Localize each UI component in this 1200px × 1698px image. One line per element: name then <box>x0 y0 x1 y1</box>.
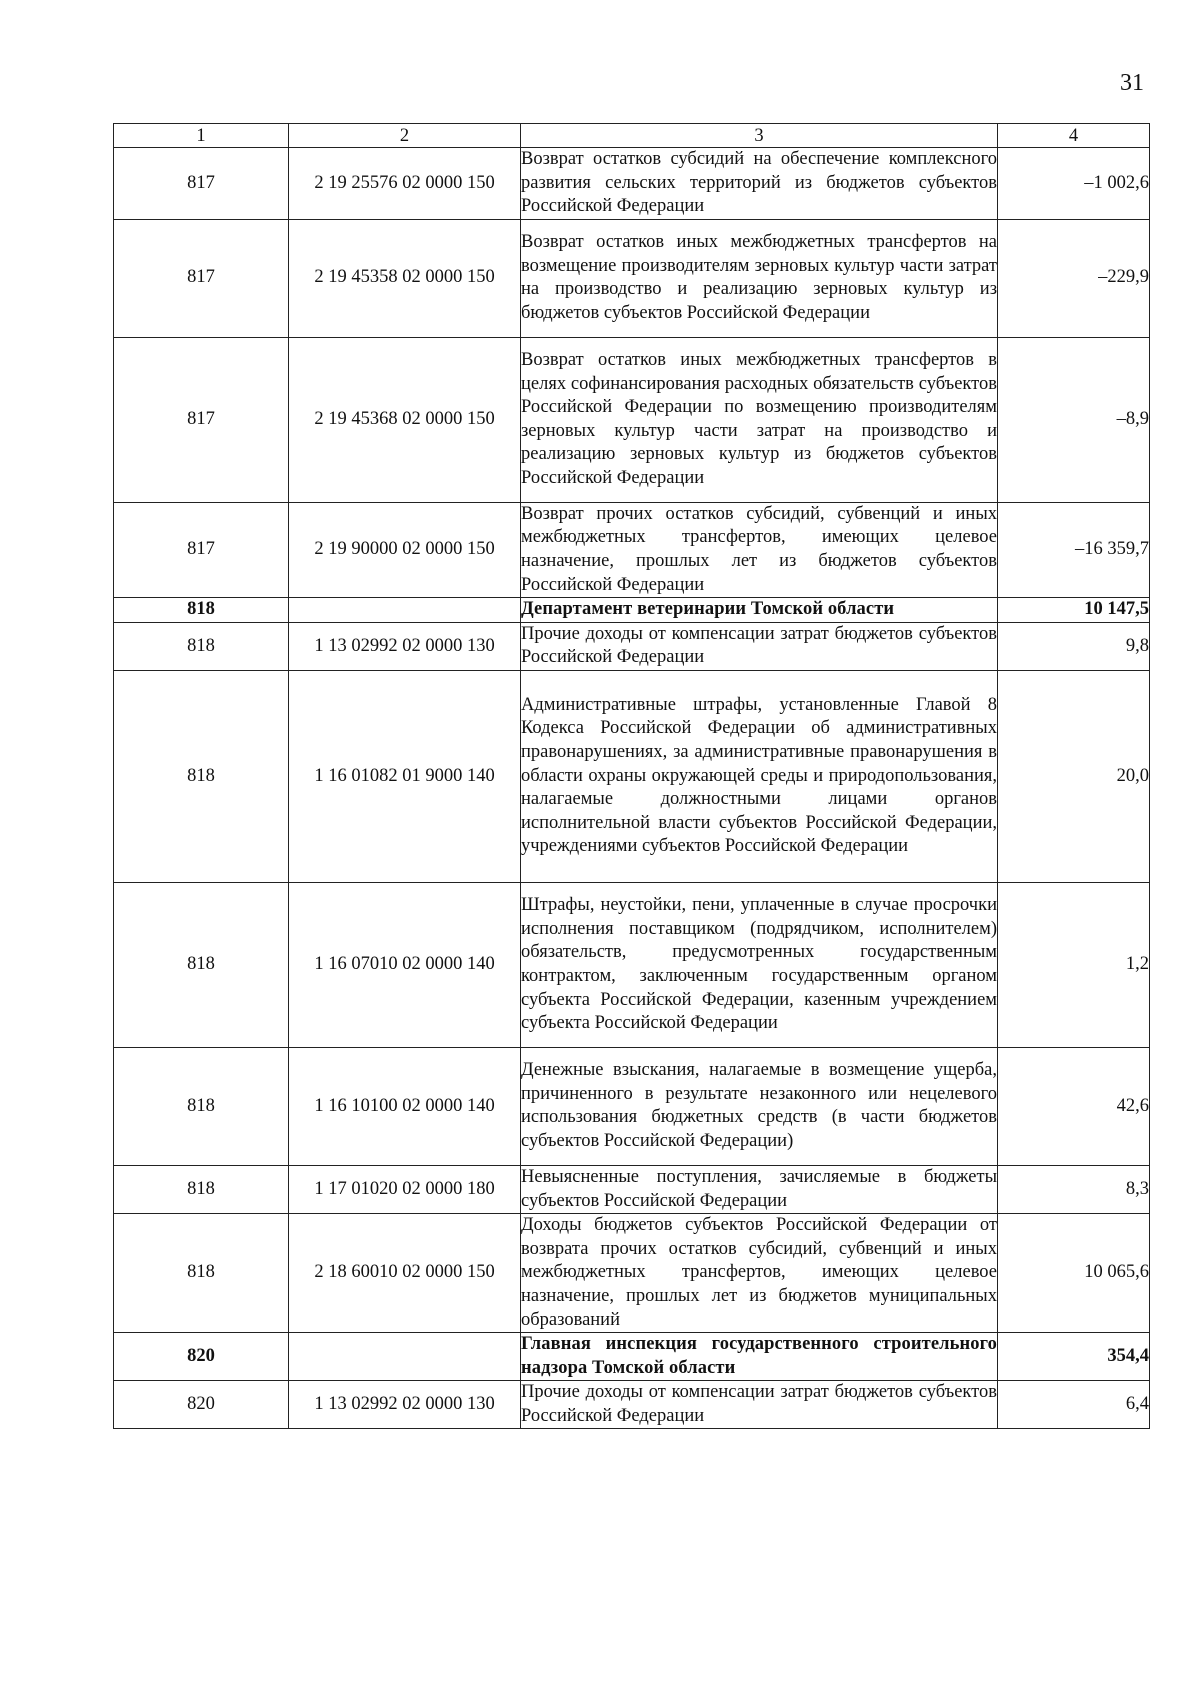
budget-classification-code-cell: 1 13 02992 02 0000 130 <box>289 1381 521 1429</box>
amount-cell: –8,9 <box>998 337 1150 502</box>
admin-code-cell: 817 <box>114 337 289 502</box>
amount-cell: 10 147,5 <box>998 598 1150 623</box>
revenue-description-cell: Департамент ветеринарии Томской области <box>521 598 998 623</box>
amount-cell: 20,0 <box>998 670 1150 882</box>
budget-classification-code-cell: 2 19 90000 02 0000 150 <box>289 502 521 597</box>
budget-classification-code-cell <box>289 598 521 623</box>
admin-code-cell: 818 <box>114 622 289 670</box>
table-row <box>114 1381 1150 1429</box>
column-header-1: 1 <box>114 124 289 148</box>
table-row <box>114 1165 1150 1213</box>
budget-revenue-table <box>113 123 1150 1429</box>
admin-code-cell: 817 <box>114 502 289 597</box>
amount-cell: 10 065,6 <box>998 1214 1150 1333</box>
budget-classification-code-cell: 1 16 10100 02 0000 140 <box>289 1047 521 1165</box>
budget-classification-code-cell: 2 19 25576 02 0000 150 <box>289 148 521 220</box>
column-header-2: 2 <box>289 124 521 148</box>
admin-code-cell: 820 <box>114 1333 289 1381</box>
table-header-row <box>114 124 1150 148</box>
amount-cell: –1 002,6 <box>998 148 1150 220</box>
budget-classification-code-cell: 1 13 02992 02 0000 130 <box>289 622 521 670</box>
admin-code-cell: 818 <box>114 1047 289 1165</box>
budget-classification-code-cell: 2 19 45368 02 0000 150 <box>289 337 521 502</box>
revenue-description-cell: Возврат остатков субсидий на обеспечение комплексного развития сельских территорий из бюджетов субъектов Российской Федерации <box>521 148 998 220</box>
admin-code-cell: 818 <box>114 1165 289 1213</box>
admin-code-cell: 818 <box>114 670 289 882</box>
table-row <box>114 219 1150 337</box>
table-row <box>114 148 1150 220</box>
revenue-description-cell: Возврат остатков иных межбюджетных трансфертов в целях софинансирования расходных обязательств субъектов Российской Федерации по возмещению производителям зерновых культур части затрат на производство и реализацию зерновых культур из бюджетов субъектов Российской Федерации <box>521 337 998 502</box>
amount-cell: 1,2 <box>998 882 1150 1047</box>
revenue-description-cell: Главная инспекция государственного строительного надзора Томской области <box>521 1333 998 1381</box>
table-row <box>114 337 1150 502</box>
budget-classification-code-cell: 1 16 07010 02 0000 140 <box>289 882 521 1047</box>
budget-classification-code-cell: 2 19 45358 02 0000 150 <box>289 219 521 337</box>
table-row <box>114 882 1150 1047</box>
column-header-3: 3 <box>521 124 998 148</box>
revenue-description-cell: Административные штрафы, установленные Главой 8 Кодекса Российской Федерации об административных правонарушениях, за административные правонарушения в области охраны окружающей среды и природопользования, налагаемые должностными лицами органов исполнительной власти субъектов Российской Федерации, учреждениями субъектов Российской Федерации <box>521 670 998 882</box>
table-row <box>114 1214 1150 1333</box>
table-row <box>114 670 1150 882</box>
table-row <box>114 502 1150 597</box>
table-row <box>114 622 1150 670</box>
admin-code-cell: 820 <box>114 1381 289 1429</box>
admin-code-cell: 817 <box>114 219 289 337</box>
amount-cell: –16 359,7 <box>998 502 1150 597</box>
admin-code-cell: 818 <box>114 598 289 623</box>
admin-code-cell: 817 <box>114 148 289 220</box>
revenue-description-cell: Возврат прочих остатков субсидий, субвенций и иных межбюджетных трансфертов, имеющих целевое назначение, прошлых лет из бюджетов субъектов Российской Федерации <box>521 502 998 597</box>
revenue-description-cell: Невыясненные поступления, зачисляемые в бюджеты субъектов Российской Федерации <box>521 1165 998 1213</box>
table-row <box>114 598 1150 623</box>
budget-classification-code-cell <box>289 1333 521 1381</box>
revenue-description-cell: Доходы бюджетов субъектов Российской Федерации от возврата прочих остатков субсидий, субвенций и иных межбюджетных трансфертов, имеющих целевое назначение, прошлых лет из бюджетов муниципальных образований <box>521 1214 998 1333</box>
revenue-description-cell: Прочие доходы от компенсации затрат бюджетов субъектов Российской Федерации <box>521 622 998 670</box>
amount-cell: 6,4 <box>998 1381 1150 1429</box>
revenue-description-cell: Денежные взыскания, налагаемые в возмещение ущерба, причиненного в результате незаконного или нецелевого использования бюджетных средств (в части бюджетов субъектов Российской Федерации) <box>521 1047 998 1165</box>
amount-cell: 42,6 <box>998 1047 1150 1165</box>
budget-classification-code-cell: 1 17 01020 02 0000 180 <box>289 1165 521 1213</box>
page-number: 31 <box>1120 70 1144 96</box>
revenue-description-cell: Возврат остатков иных межбюджетных трансфертов на возмещение производителям зерновых культур части затрат на производство и реализацию зерновых культур из бюджетов субъектов Российской Федерации <box>521 219 998 337</box>
revenue-description-cell: Штрафы, неустойки, пени, уплаченные в случае просрочки исполнения поставщиком (подрядчиком, исполнителем) обязательств, предусмотренных государственным контрактом, заключенным государственным органом субъекта Российской Федерации, казенным учреждением субъекта Российской Федерации <box>521 882 998 1047</box>
admin-code-cell: 818 <box>114 882 289 1047</box>
budget-classification-code-cell: 2 18 60010 02 0000 150 <box>289 1214 521 1333</box>
revenue-description-cell: Прочие доходы от компенсации затрат бюджетов субъектов Российской Федерации <box>521 1381 998 1429</box>
amount-cell: –229,9 <box>998 219 1150 337</box>
amount-cell: 354,4 <box>998 1333 1150 1381</box>
amount-cell: 9,8 <box>998 622 1150 670</box>
table-row <box>114 1333 1150 1381</box>
budget-classification-code-cell: 1 16 01082 01 9000 140 <box>289 670 521 882</box>
table-row <box>114 1047 1150 1165</box>
amount-cell: 8,3 <box>998 1165 1150 1213</box>
column-header-4: 4 <box>998 124 1150 148</box>
admin-code-cell: 818 <box>114 1214 289 1333</box>
